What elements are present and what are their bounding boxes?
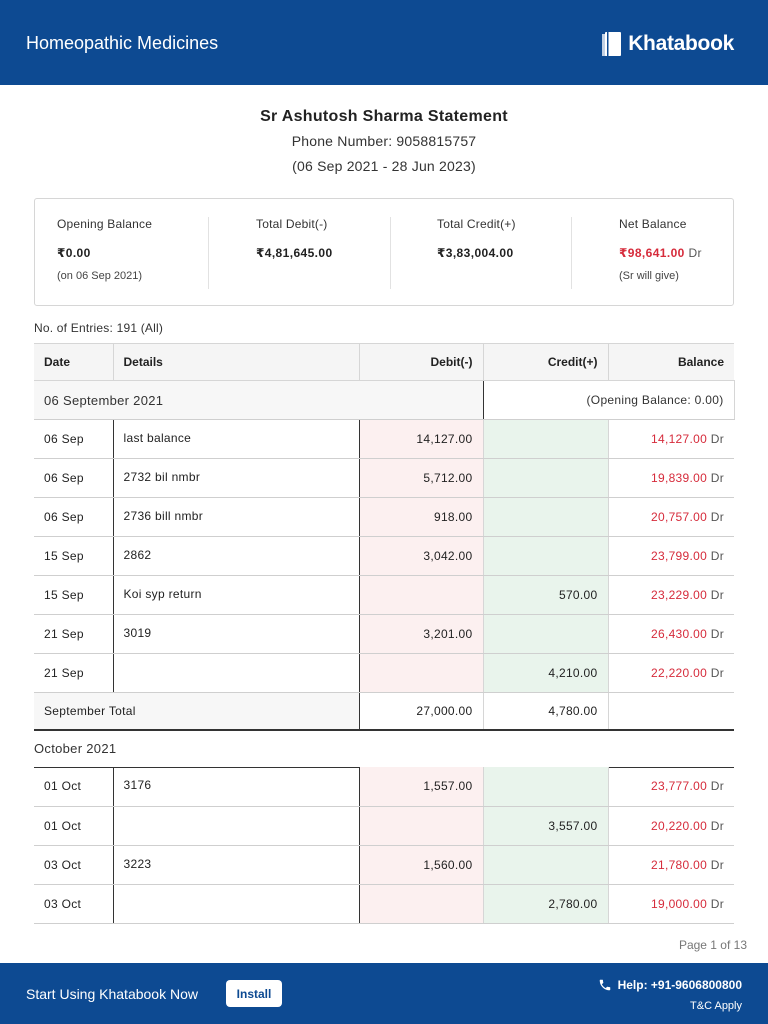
entries-count: No. of Entries: 191 (All) [34,321,164,335]
row-date: 15 Sep [34,537,113,576]
table-row [34,845,734,884]
net-balance-value [619,246,702,260]
row-balance-suffix: Dr [710,549,724,563]
row-date: 21 Sep [34,615,113,654]
row-balance-amount: 14,127.00 [651,432,708,446]
total-credit-block [391,217,572,289]
opening-balance-note: (Opening Balance: 0.00) [483,381,734,420]
row-debit [359,884,483,923]
opening-balance-value: ₹0.00 [57,246,91,260]
row-balance-amount: 19,839.00 [651,471,708,485]
row-date: 01 Oct [34,806,113,845]
net-balance-suffix: Dr [688,246,702,260]
month-group-header [34,381,734,420]
terms-link[interactable]: T&C Apply [690,1000,742,1012]
row-details: 2862 [113,537,359,576]
row-balance-suffix: Dr [710,818,724,833]
row-balance [608,459,734,498]
row-date: 03 Oct [34,845,113,884]
row-balance [608,654,734,693]
row-balance-suffix: Dr [710,627,724,641]
summary-card [34,198,734,306]
row-balance [608,420,734,459]
opening-balance-block [35,217,209,289]
net-balance-note: (Sr will give) [619,270,679,282]
column-details: Details [113,344,359,381]
row-debit: 3,201.00 [359,615,483,654]
row-details: 2736 bill nmbr [113,498,359,537]
month-label: 06 September 2021 [34,381,483,420]
row-debit [359,806,483,845]
row-balance-amount: 20,220.00 [651,818,708,833]
statement-date-range: (06 Sep 2021 - 28 Jun 2023) [292,158,476,174]
row-details [113,654,359,693]
brand-name: Khatabook [628,32,734,55]
row-balance-suffix: Dr [710,779,724,794]
table-row [34,537,734,576]
row-balance [608,767,734,806]
row-debit: 918.00 [359,498,483,537]
total-credit-label: Total Credit(+) [437,217,516,231]
row-balance [608,576,734,615]
khatabook-logo [602,31,734,57]
row-credit [483,845,608,884]
row-balance [608,806,734,845]
row-balance [608,537,734,576]
net-balance-block [572,217,734,289]
table-row [34,806,734,845]
column-debit: Debit(-) [359,344,483,381]
row-credit [483,615,608,654]
column-balance: Balance [608,344,734,381]
row-balance-amount: 23,777.00 [651,779,708,794]
row-credit [483,420,608,459]
install-button[interactable]: Install [226,980,282,1007]
row-date: 06 Sep [34,459,113,498]
row-credit [483,767,608,806]
total-credit-value: ₹3,83,004.00 [437,246,514,260]
row-date: 06 Sep [34,498,113,537]
row-balance [608,498,734,537]
row-date: 06 Sep [34,420,113,459]
row-balance-suffix: Dr [710,896,724,911]
row-date: 01 Oct [34,767,113,806]
row-balance-amount: 22,220.00 [651,666,708,680]
statement-title: Sr Ashutosh Sharma Statement [260,108,508,125]
table-row [34,498,734,537]
help-phone: Help: +91-9606800800 [617,978,742,992]
table-row [34,420,734,459]
month-total-balance [608,693,734,730]
row-credit: 2,780.00 [483,884,608,923]
total-debit-block [209,217,391,289]
footer-cta: Start Using Khatabook Now [26,986,198,1002]
month-total-debit: 27,000.00 [359,693,483,730]
row-details: 3223 [113,845,359,884]
row-credit: 3,557.00 [483,806,608,845]
row-details [113,884,359,923]
row-credit [483,498,608,537]
month-total-label: September Total [34,693,359,730]
row-credit: 4,210.00 [483,654,608,693]
row-details: 3176 [113,767,359,806]
row-balance [608,845,734,884]
row-debit [359,576,483,615]
total-debit-value: ₹4,81,645.00 [256,246,333,260]
page-number: Page 1 of 13 [678,938,747,952]
table-row [34,576,734,615]
row-balance-suffix: Dr [710,588,724,602]
row-date: 03 Oct [34,884,113,923]
table-row [34,459,734,498]
row-details: 2732 bil nmbr [113,459,359,498]
ledger-table-september [34,343,735,731]
column-date: Date [34,344,113,381]
row-balance-amount: 23,229.00 [651,588,708,602]
row-balance [608,884,734,923]
table-row [34,767,734,806]
row-details: 3019 [113,615,359,654]
month-label-october: October 2021 [34,741,117,756]
opening-balance-note: (on 06 Sep 2021) [57,270,143,282]
row-balance-suffix: Dr [710,432,724,446]
book-icon [602,31,622,57]
row-details: Koi syp return [113,576,359,615]
statement-phone: Phone Number: 9058815757 [291,133,477,149]
row-debit: 14,127.00 [359,420,483,459]
row-balance-suffix: Dr [710,857,724,872]
row-balance-amount: 21,780.00 [651,857,708,872]
row-balance-amount: 26,430.00 [651,627,708,641]
table-row [34,654,734,693]
row-date: 15 Sep [34,576,113,615]
business-name: Homeopathic Medicines [26,33,219,53]
table-row [34,615,734,654]
row-balance-amount: 19,000.00 [651,896,708,911]
row-debit: 5,712.00 [359,459,483,498]
row-debit: 1,560.00 [359,845,483,884]
net-balance-amount: ₹98,641.00 [619,246,685,260]
ledger-table-october [34,767,734,924]
row-debit: 3,042.00 [359,537,483,576]
row-details [113,806,359,845]
row-date: 21 Sep [34,654,113,693]
row-balance-suffix: Dr [710,510,724,524]
row-balance-suffix: Dr [710,471,724,485]
row-credit [483,459,608,498]
row-debit [359,654,483,693]
row-balance [608,615,734,654]
table-row [34,884,734,923]
table-header [34,344,734,381]
opening-balance-label: Opening Balance [57,217,153,231]
row-balance-amount: 23,799.00 [651,549,708,563]
row-debit: 1,557.00 [359,767,483,806]
net-balance-label: Net Balance [619,217,687,231]
row-balance-suffix: Dr [710,666,724,680]
page-header [0,0,768,85]
row-credit [483,537,608,576]
phone-icon [598,978,612,992]
row-balance-amount: 20,757.00 [651,510,708,524]
help-contact[interactable] [598,978,742,992]
page-footer [0,963,768,1024]
column-credit: Credit(+) [483,344,608,381]
month-total-row [34,693,734,730]
row-credit: 570.00 [483,576,608,615]
month-total-credit: 4,780.00 [483,693,608,730]
total-debit-label: Total Debit(-) [256,217,328,231]
row-details: last balance [113,420,359,459]
